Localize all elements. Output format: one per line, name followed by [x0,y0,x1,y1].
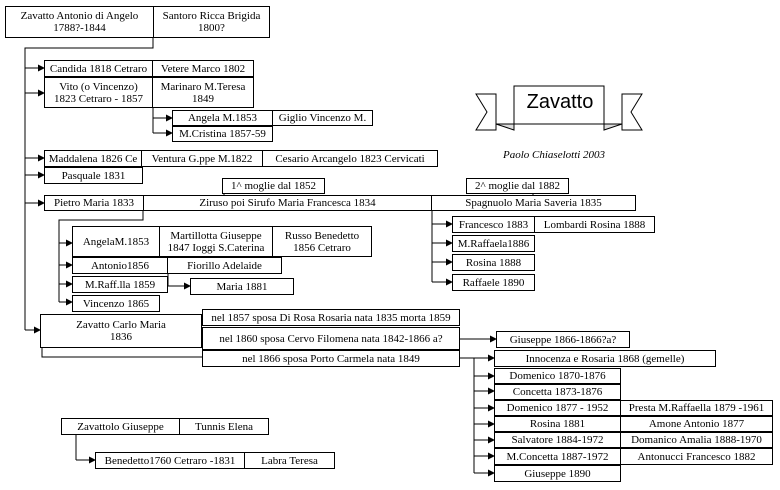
box-ziruso: Ziruso poi Sirufo Maria Francesca 1834 [143,195,432,211]
box-carlo-maria: Zavatto Carlo Maria 1836 [40,314,202,348]
box-ventura: Ventura G.ppe M.1822 [141,150,263,167]
porto-children-line [460,358,474,473]
box-cesario: Cesario Arcangelo 1823 Cervicati [262,150,438,167]
box-russo: Russo Benedetto 1856 Cetraro [272,226,372,257]
box-moglie-1: 1^ moglie dal 1852 [222,178,325,194]
box-vincenzo: Vincenzo 1865 [72,295,160,312]
box-pietro: Pietro Maria 1833 [44,195,144,211]
box-moglie-2: 2^ moglie dal 1882 [466,178,569,194]
box-mconcetta: M.Concetta 1887-1972 [494,448,621,465]
box-maria-1881: Maria 1881 [190,278,294,295]
banner-title: Zavatto [526,91,594,113]
box-spagnuolo: Spagnuolo Maria Saveria 1835 [431,195,636,211]
box-martillotta: Martillotta Giuseppe 1847 Ioggi S.Caterina [159,226,273,257]
box-rosina-1888: Rosina 1888 [452,254,535,271]
box-santoro-ricca: Santoro Ricca Brigida 1800? [153,6,270,38]
carlo-1866-link [42,347,202,357]
box-vetere: Vetere Marco 1802 [152,60,254,77]
box-tunnis: Tunnis Elena [179,418,269,435]
box-marinaro: Marinaro M.Teresa 1849 [152,77,254,108]
box-angela-1853-b: AngelaM.1853 [72,226,160,257]
box-zavatto-antonio: Zavatto Antonio di Angelo 1788?-1844 [5,6,154,38]
box-zavattolo: Zavattolo Giuseppe [61,418,180,435]
box-antonio-1856: Antonio1856 [72,257,168,274]
box-sposa-1866: nel 1866 sposa Porto Carmela nata 1849 [202,350,460,367]
box-lombardi: Lombardi Rosina 1888 [534,216,655,233]
box-benedetto: Benedetto1760 Cetraro -1831 [95,452,245,469]
box-domenico-1877: Domenico 1877 - 1952 [494,400,621,416]
box-mraffaela-1886: M.Raffaela1886 [452,235,535,252]
box-mcristina: M.Cristina 1857-59 [172,126,273,142]
box-giglio: Giglio Vincenzo M. [272,110,373,126]
box-domanico: Domanico Amalia 1888-1970 [620,432,773,448]
box-vito: Vito (o Vincenzo) 1823 Cetraro - 1857 [44,77,153,108]
box-giuseppe-1866: Giuseppe 1866-1866?a? [496,331,630,348]
author-credit: Paolo Chiaselotti 2003 [503,149,606,161]
box-fiorillo: Fiorillo Adelaide [167,257,282,274]
box-sposa-1860: nel 1860 sposa Cervo Filomena nata 1842-1866 a? [202,327,460,350]
box-presta: Presta M.Raffaella 1879 -1961 [620,400,773,416]
box-candida: Candida 1818 Cetraro [44,60,153,77]
box-domenico-1870: Domenico 1870-1876 [494,368,621,384]
box-salvatore: Salvatore 1884-1972 [494,432,621,448]
box-concetta: Concetta 1873-1876 [494,384,621,400]
box-sposa-1857: nel 1857 sposa Di Rosa Rosaria nata 1835 morta 1859 [202,309,460,326]
box-amone: Amone Antonio 1877 [620,416,773,432]
box-rosina-1881: Rosina 1881 [494,416,621,432]
box-antonucci: Antonucci Francesco 1882 [620,448,773,465]
box-mraffila: M.Raff.lla 1859 [72,276,168,293]
box-francesco: Francesco 1883 [452,216,535,233]
box-giuseppe-1890: Giuseppe 1890 [494,465,621,482]
box-pasquale: Pasquale 1831 [44,167,143,184]
box-raffaele: Raffaele 1890 [452,274,535,291]
box-labra: Labra Teresa [244,452,335,469]
box-innocenza: Innocenza e Rosaria 1868 (gemelle) [494,350,716,367]
box-maddalena: Maddalena 1826 Ce [44,150,142,167]
box-angela-1853-a: Angela M.1853 [172,110,273,126]
